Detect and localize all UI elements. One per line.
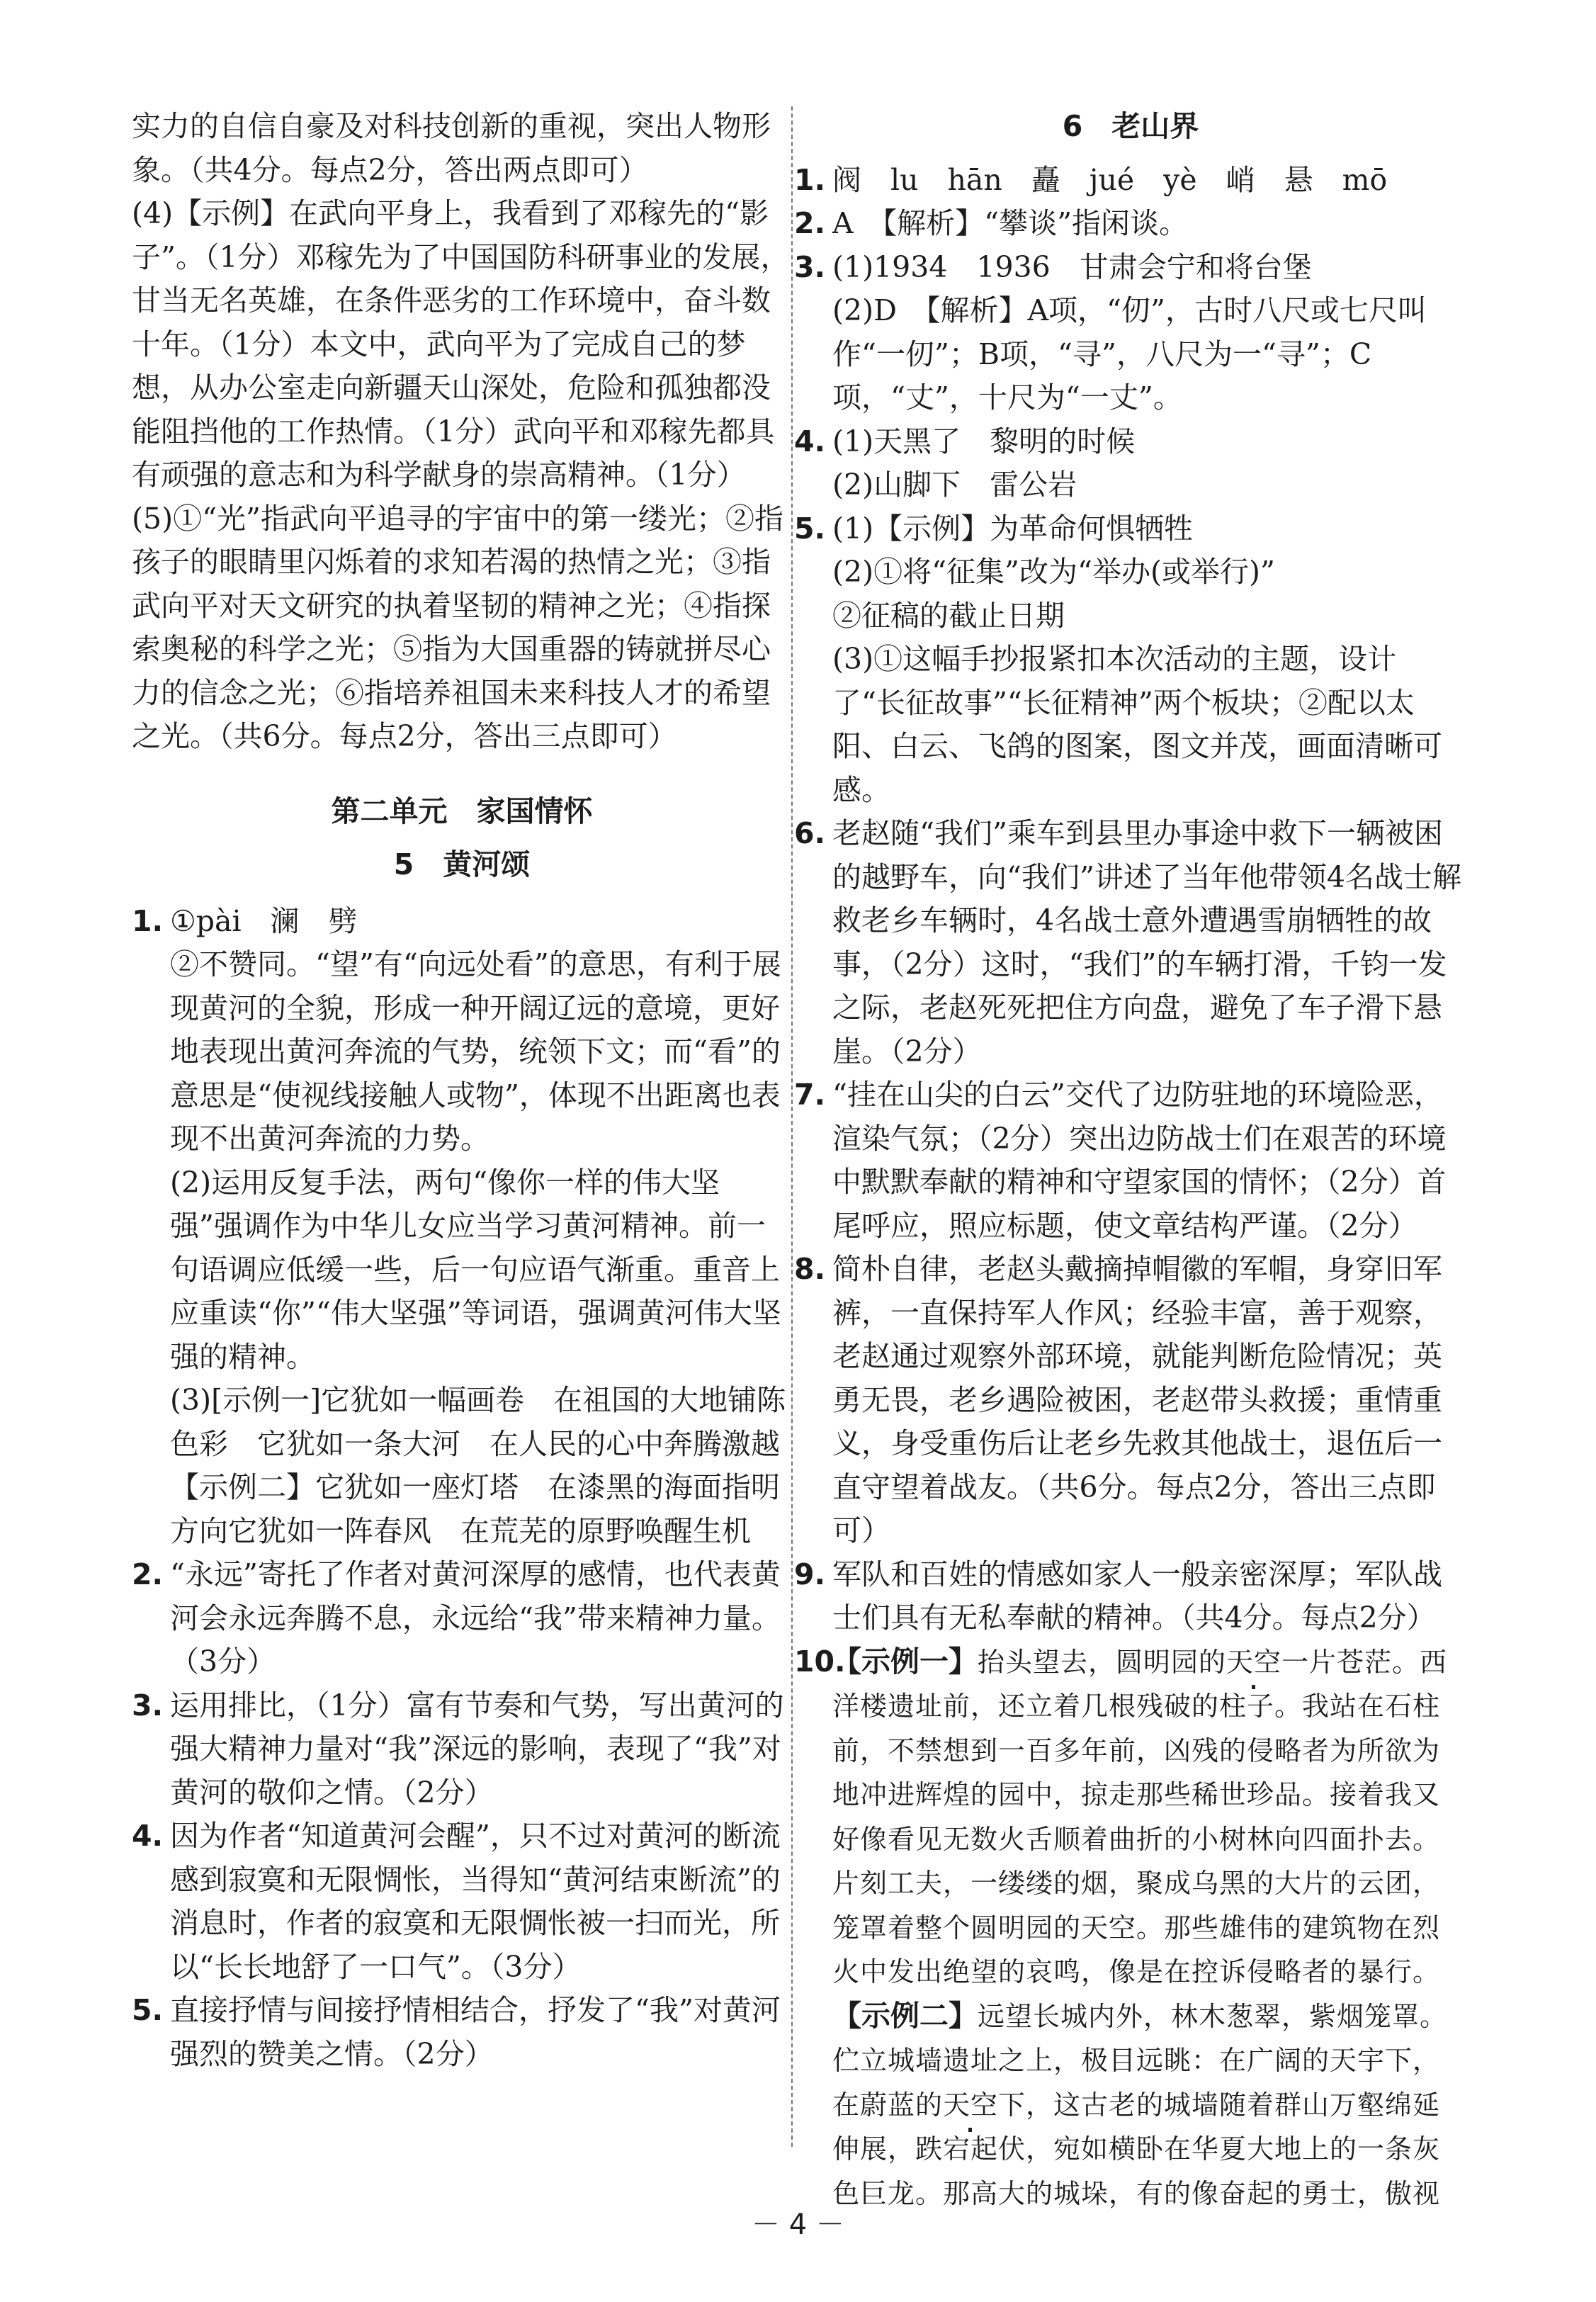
question-2 — [132, 1553, 792, 1684]
answer-text: 直接抒情与间接抒情相结合，抒发了“我”对黄河强烈的赞美之情。（2分） — [170, 1993, 781, 2071]
question-1 — [794, 159, 1467, 203]
continued-paragraph-3: 实力的自信自豪及对科技创新的重视，突出人物形象。（共4分。每点2分，答出两点即可） — [132, 109, 771, 187]
lesson-title-5: 5 黄河颂 — [393, 847, 531, 881]
answer-text: ①pài 澜 劈 — [170, 903, 358, 938]
answer-text: 简朴自律，老赵头戴摘掉帽徽的军帽，身穿旧军裤，一直保持军人作风；经验丰富，善于观察，老赵通过观察外部环境，就能判断危险情况；英勇无畏，老乡遇险被困，老赵带头救援；重情重义，身受重伤后让老乡先救其他战士，退伍后一直守望着战友。（共6分。每点2分，答出三点即可） — [832, 1252, 1442, 1547]
answer-text: “永远”寄托了作者对黄河深厚的感情，也代表黄河会永远奔腾不息，永远给“我”带来精神力量。（3分） — [170, 1557, 781, 1678]
question-number: 3. — [132, 1688, 164, 1722]
answer-text: A 【解析】“攀谈”指闲谈。 — [832, 206, 1189, 240]
question-2 — [794, 202, 1467, 246]
unit-title: 第二单元 家国情怀 — [331, 794, 593, 828]
question-number: 2. — [132, 1557, 164, 1591]
example-tag: 【示例一】 — [832, 1644, 978, 1678]
emphasized-word: 天空 — [943, 2089, 999, 2121]
answer-text: (2)①将“征集”改为“举办(或举行)” — [832, 555, 1275, 589]
answer-text: 运用排比，（1分）富有节奏和气势，写出黄河的强大精神力量对“我”深远的影响，表现了“我”对黄河的敬仰之情。（2分） — [170, 1688, 784, 1810]
question-1 — [132, 900, 792, 1554]
page-number: － 4 － — [752, 2208, 844, 2241]
question-number: 1. — [132, 903, 164, 938]
answer-text: (1)1934 1936 甘肃会宁和将台堡 — [832, 249, 1312, 284]
answer-4: (4)【示例】在武向平身上，我看到了邓稼先的“影子”。（1分）邓稼先为了中国国防科研事业的发展，甘当无名英雄，在条件恶劣的工作环境中，奋斗数十年。（1分）本文中，武向平为了完成自己的梦想，从办公室走向新疆天山深处，危险和孤独都没能阻挡他的工作热情。（1分）武向平和邓稼先都具有顽强的意志和为科学献身的崇高精神。（1分） — [132, 196, 790, 492]
lesson-title-6: 6 老山界 — [1062, 109, 1199, 143]
question-number: 10. — [794, 1644, 846, 1678]
answer-5: (5)①“光”指武向平追寻的宇宙中的第一缕光；②指孩子的眼睛里闪烁着的求知若渴的热情之光；③指武向平对天文研究的执着坚韧的精神之光；④指探索奥秘的科学之光；⑤指为大国重器的铸就拼尽心力的信念之光；⑥指培养祖国未来科技人才的希望之光。（共6分。每点2分，答出三点即可） — [132, 501, 783, 753]
example-two — [832, 1994, 1467, 2216]
question-number: 4. — [794, 424, 826, 458]
question-number: 2. — [794, 206, 826, 240]
example-tag: 【示例二】 — [832, 1998, 978, 2033]
answer-text: 因为作者“知道黄河会醒”，只不过对黄河的断流感到寂寞和无限惆怅，当得知“黄河结束断流”的消息时，作者的寂寞和无限惆怅被一扫而光，所以“长长地舒了一口气”。（3分） — [170, 1819, 781, 1984]
question-3 — [794, 246, 1467, 420]
answer-text: (1)天黑了 黎明的时候 — [832, 424, 1136, 458]
handwriting-text: 一片苍茫。西洋楼遗址前，还立着几根残破的柱子。我站在石柱前，不禁想到一百多年前，凶残的侵略者为所欲为地冲进辉煌的园中，掠走那些稀世珍品。接着我又好像看见无数火舌顺着曲折的小树林向四面扑去。片刻工夫，一缕缕的烟，聚成乌黑的大片的云团，笼罩着整个圆明园的天空。那些雄伟的建筑物在烈火中发出绝望的哀鸣，像是在控诉侵略者的暴行。 — [832, 1646, 1448, 1987]
answer-text: (1)【示例】为革命何惧牺牲 — [832, 511, 1194, 546]
answer-text: 阀 lu hān 矗 jué yè 峭 悬 mō — [832, 162, 1388, 197]
question-number: 3. — [794, 249, 826, 284]
question-number: 8. — [794, 1252, 826, 1286]
answer-text: 军队和百姓的情感如家人一般亲密深厚；军队战士们具有无私奉献的精神。（共4分。每点2分） — [832, 1557, 1442, 1635]
handwriting-text: 抬头望去，圆明园的 — [978, 1646, 1227, 1678]
question-number: 6. — [794, 816, 826, 850]
answer-text: 老赵随“我们”乘车到县里办事途中救下一辆被困的越野车，向“我们”讲述了当年他带领4名战士解救老乡车辆时，4名战士意外遭遇雪崩牺牲的故事，（2分）这时，“我们”的车辆打滑，千钧一发之际，老赵死死把住方向盘，避免了车子滑下悬崖。（2分） — [832, 816, 1462, 1068]
handwriting-text: 下，这古老的城墙随着群山万壑绵延伸展，跌宕起伏，宛如横卧在华夏大地上的一条灰色巨龙。那高大的城垛，有的像奋起的勇士，傲视 — [832, 2089, 1441, 2209]
question-10 — [794, 1640, 1467, 2216]
answer-text: (2)D 【解析】A项，“仞”，古时八尺或七尺叫作“一仞”；B项，“寻”，八尺为一“寻”；C项，“丈”，十尺为“一丈”。 — [832, 293, 1427, 414]
answer-text: ②不赞同。“望”有“向远处看”的意思，有利于展现黄河的全貌，形成一种开阔辽远的意境，更好地表现出黄河奔流的气势，统领下文；而“看”的意思是“使视线接触人或物”，体现不出距离也表现不出黄河奔流的力势。 — [170, 947, 781, 1156]
emphasized-word: 天空 — [1226, 1646, 1282, 1678]
question-9 — [794, 1553, 1467, 1640]
question-4 — [132, 1815, 792, 1989]
answer-text: (2)运用反复手法，两句“像你一样的伟大坚强”强调作为中华儿女应当学习黄河精神。前一句语调应低缓一些，后一句应语气渐重。重音上应重读“你”“伟大坚强”等词语，强调黄河伟大坚强的精神。 — [170, 1165, 781, 1374]
question-7 — [794, 1073, 1467, 1248]
example-one — [832, 1640, 1467, 1994]
question-3 — [132, 1684, 792, 1815]
question-number: 5. — [132, 1993, 164, 2027]
answer-text: (2)山脚下 雷公岩 — [832, 468, 1077, 502]
question-number: 5. — [794, 511, 826, 546]
question-number: 1. — [794, 162, 826, 197]
question-number: 7. — [794, 1078, 826, 1112]
right-column — [794, 105, 1467, 2216]
left-column — [132, 105, 792, 2076]
answer-text: (3)[示例一]它犹如一幅画卷 在祖国的大地铺陈色彩 它犹如一条大河 在人民的心中奔腾激越 — [170, 1383, 786, 1461]
question-6 — [794, 812, 1467, 1073]
answer-text: 【示例二】它犹如一座灯塔 在漆黑的海面指明方向它犹如一阵春风 在荒芜的原野唤醒生机 — [170, 1470, 780, 1548]
handwriting-text: 远望长城内外，林木葱翠，紫烟笼罩。伫立城墙遗址之上，极目远眺：在广阔的天宇下，在蔚蓝的 — [832, 2000, 1448, 2121]
answer-text: (3)①这幅手抄报紧扣本次活动的主题，设计了“长征故事”“长征精神”两个板块；②配以太阳、白云、飞鸽的图案，图文并茂，画面清晰可感。 — [832, 642, 1442, 807]
question-5 — [794, 507, 1467, 813]
question-5 — [132, 1989, 792, 2076]
question-8 — [794, 1248, 1467, 1553]
answer-text: “挂在山尖的白云”交代了边防驻地的环境险恶，渲染气氛；（2分）突出边防战士们在艰苦的环境中默默奉献的精神和守望家国的情怀；（2分）首尾呼应，照应标题，使文章结构严谨。（2分） — [832, 1078, 1447, 1243]
question-number: 9. — [794, 1557, 826, 1591]
question-4 — [794, 420, 1467, 507]
answer-text: ②征稿的截止日期 — [832, 598, 1065, 633]
question-number: 4. — [132, 1819, 164, 1853]
